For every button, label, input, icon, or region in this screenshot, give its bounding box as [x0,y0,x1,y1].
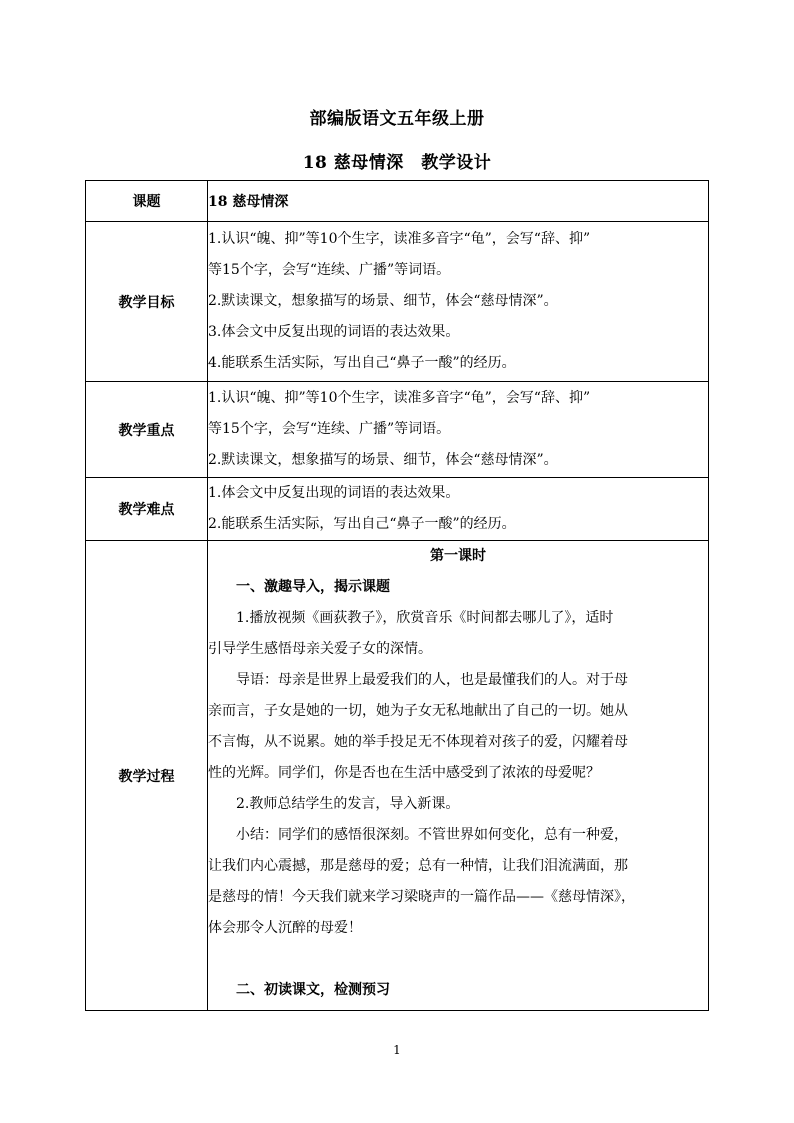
page-number: 1 [393,1043,401,1057]
lesson-title: 第一课时 [430,548,486,564]
difficulty-line: 2.能联系生活实际，写出自己“鼻子一酸”的经历。 [208,516,516,532]
process-content [208,541,709,1011]
section-heading: 二、初读课文，检测预习 [236,982,390,998]
row-process [86,541,709,1011]
goal-line: 2.默读课文，想象描写的场景、细节，体会“慈母情深”。 [208,293,558,309]
difficulty-line: 1.体会文中反复出现的词语的表达效果。 [208,485,460,501]
goals-content [208,222,709,382]
blank-line [208,944,708,975]
key-point-line: 2.默读课文，想象描写的场景、细节，体会“慈母情深”。 [208,452,558,468]
label-goals: 教学目标 [86,222,208,382]
lesson-plan-table [85,180,709,1011]
key-point-line: 1.认识“魄、抑”等10个生字，读准多音字“龟”，会写“辞、抑” [208,390,591,406]
row-difficulties [86,478,709,541]
goal-line: 等15个字，会写“连续、广播”等词语。 [208,262,451,278]
key-point-line: 等15个字，会写“连续、广播”等词语。 [208,421,451,437]
paragraph-line: 性的光辉。同学们，你是否也在生活中感受到了浓浓的母爱呢？ [208,765,600,781]
row-topic [86,181,709,222]
row-goals [86,222,709,382]
paragraph-line: 是慈母的情！今天我们就来学习梁晓声的一篇作品——《慈母情深》， [208,889,635,905]
label-key-points: 教学重点 [86,382,208,478]
label-difficulties: 教学难点 [86,478,208,541]
paragraph-line: 小结：同学们的感悟很深刻。不管世界如何变化，总有一种爱， [236,827,628,843]
document-subtitle: 18 慈母情深 教学设计 [302,153,492,173]
goal-line: 4.能联系生活实际，写出自己“鼻子一酸”的经历。 [208,355,516,371]
row-key-points [86,382,709,478]
label-process: 教学过程 [86,541,208,1011]
section-heading: 一、激趣导入，揭示课题 [236,579,390,595]
paragraph-line: 让我们内心震撼，那是慈母的爱；总有一种情，让我们泪流满面，那 [208,858,628,874]
goal-line: 3.体会文中反复出现的词语的表达效果。 [208,324,460,340]
paragraph-line: 导语：母亲是世界上最爱我们的人，也是最懂我们的人。对于母 [236,672,628,688]
paragraph-line: 1.播放视频《画荻教子》，欣赏音乐《时间都去哪儿了》，适时 [236,610,614,626]
key-points-content [208,382,709,478]
value-topic: 18 慈母情深 [208,181,709,222]
paragraph-line: 引导学生感悟母亲关爱子女的深情。 [208,641,432,657]
document-title: 部编版语文五年级上册 [309,109,485,129]
paragraph-line: 体会那令人沉醉的母爱！ [208,920,362,936]
paragraph-line: 2.教师总结学生的发言，导入新课。 [236,796,460,812]
paragraph-line: 亲而言，子女是她的一切，她为子女无私地献出了自己的一切。她从 [208,703,628,719]
label-topic: 课题 [86,181,208,222]
goal-line: 1.认识“魄、抑”等10个生字，读准多音字“龟”，会写“辞、抑” [208,231,591,247]
difficulties-content [208,478,709,541]
paragraph-line: 不言悔，从不说累。她的举手投足无不体现着对孩子的爱，闪耀着母 [208,734,628,750]
